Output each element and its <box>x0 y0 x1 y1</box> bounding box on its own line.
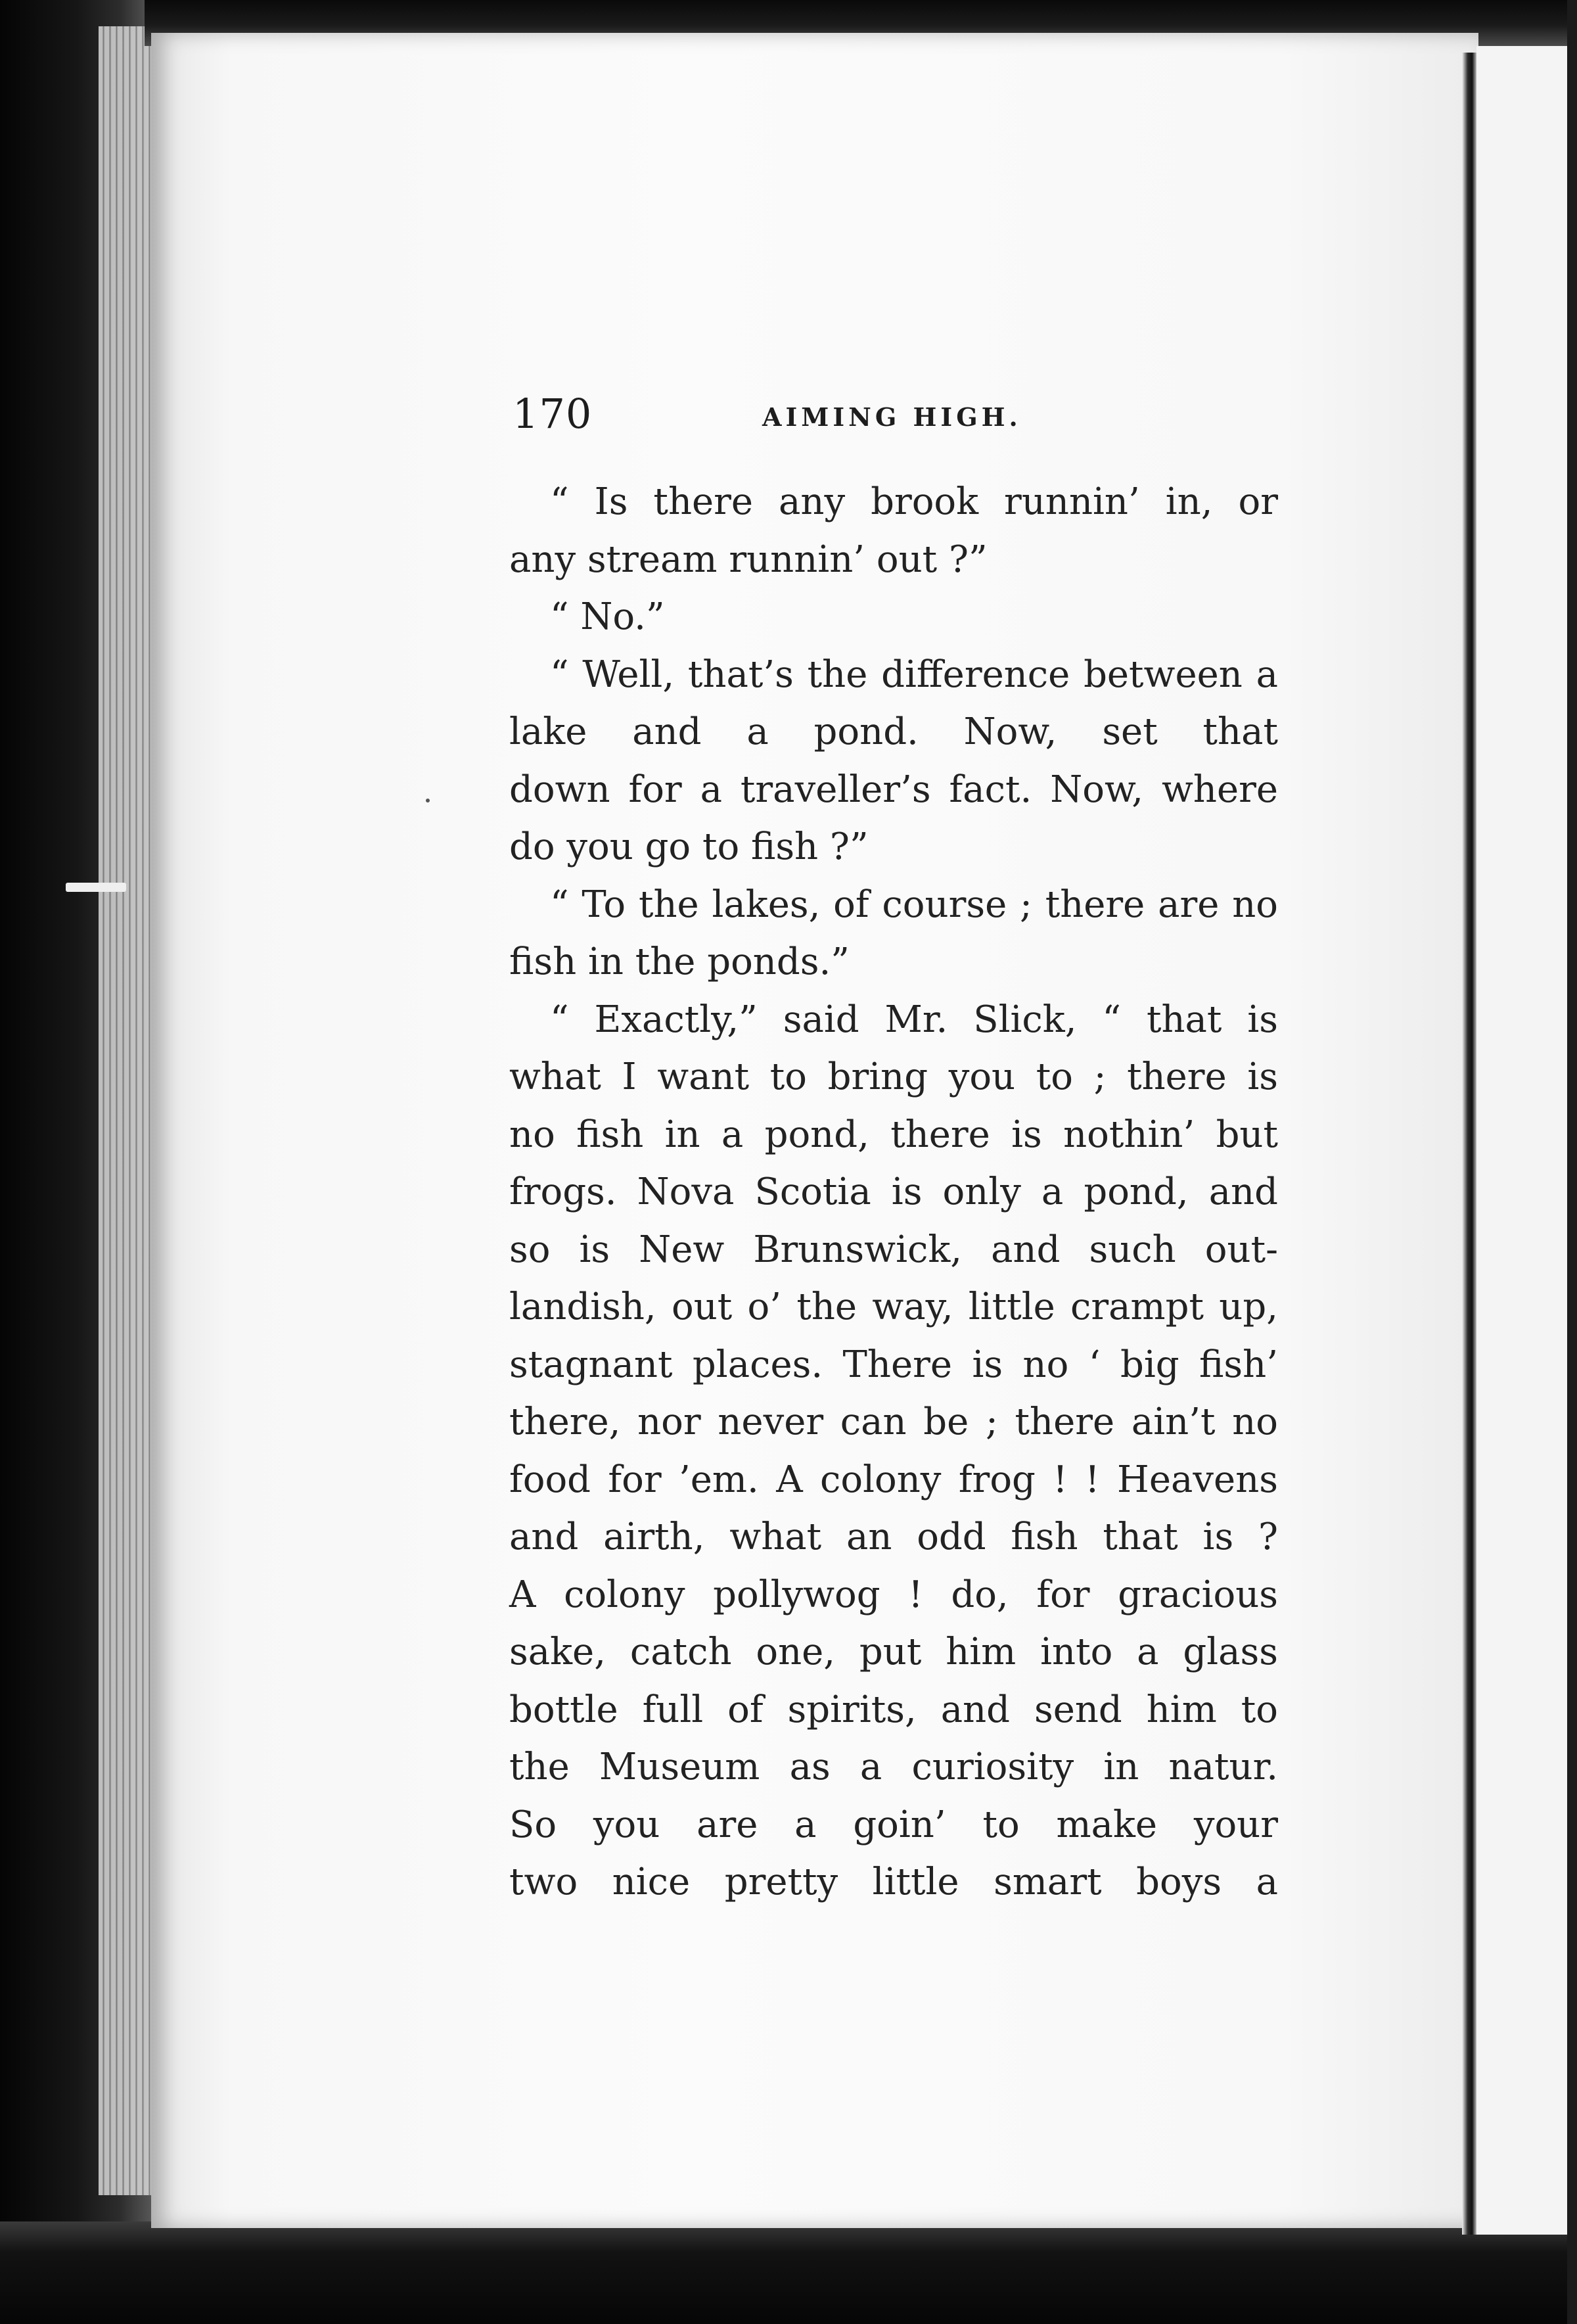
page-number: 170 <box>513 390 593 438</box>
text-line: there, nor never can be ; there ain’t no <box>509 1401 1278 1443</box>
text-line: “ Well, that’s the difference between a <box>550 653 1278 696</box>
bookmark-tab <box>66 883 126 892</box>
text-line: landish, out o’ the way, little crampt up, <box>509 1286 1278 1328</box>
text-line: no fish in a pond, there is nothin’ but <box>509 1113 1278 1156</box>
scan-border-right <box>1567 0 1577 2324</box>
text-line: down for a traveller’s fact. Now, where <box>509 768 1278 811</box>
text-line: what I want to bring you to ; there is <box>509 1056 1278 1098</box>
text-line: So you are a goin’ to make your <box>509 1803 1278 1846</box>
text-line: fish in the ponds.” <box>509 941 850 983</box>
text-line: “ Is there any brook runnin’ in, or <box>550 480 1278 523</box>
text-line: food for ’em. A colony frog ! ! Heavens <box>509 1458 1278 1501</box>
text-line: so is New Brunswick, and such out- <box>509 1228 1278 1271</box>
text-line: two nice pretty little smart boys a <box>509 1861 1278 1903</box>
paper-speck <box>426 799 430 802</box>
text-line: the Museum as a curiosity in natur. <box>509 1746 1278 1788</box>
text-line: stagnant places. There is no ‘ big fish’ <box>509 1343 1278 1386</box>
text-line: “ To the lakes, of course ; there are no <box>550 883 1278 926</box>
text-line: lake and a pond. Now, set that <box>509 710 1278 753</box>
text-line: frogs. Nova Scotia is only a pond, and <box>509 1171 1278 1213</box>
facing-page-strip <box>1476 46 1577 2235</box>
body-text <box>509 473 1278 1911</box>
text-line: bottle full of spirits, and send him to <box>509 1688 1278 1731</box>
text-line: A colony pollywog ! do, for gracious <box>509 1573 1278 1616</box>
running-head-title: AIMING HIGH. <box>762 402 1022 432</box>
next-page-gutter <box>1462 53 1476 2235</box>
text-line: “ No.” <box>550 595 665 638</box>
text-line: sake, catch one, put him into a glass <box>509 1631 1278 1673</box>
running-head <box>513 388 1281 447</box>
text-line: do you go to fish ?” <box>509 825 869 868</box>
text-line: and airth, what an odd fish that is ? <box>509 1516 1278 1558</box>
book-bottom-edge <box>0 2221 1577 2324</box>
text-line: any stream runnin’ out ?” <box>509 538 988 581</box>
text-line: “ Exactly,” said Mr. Slick, “ that is <box>550 998 1278 1041</box>
